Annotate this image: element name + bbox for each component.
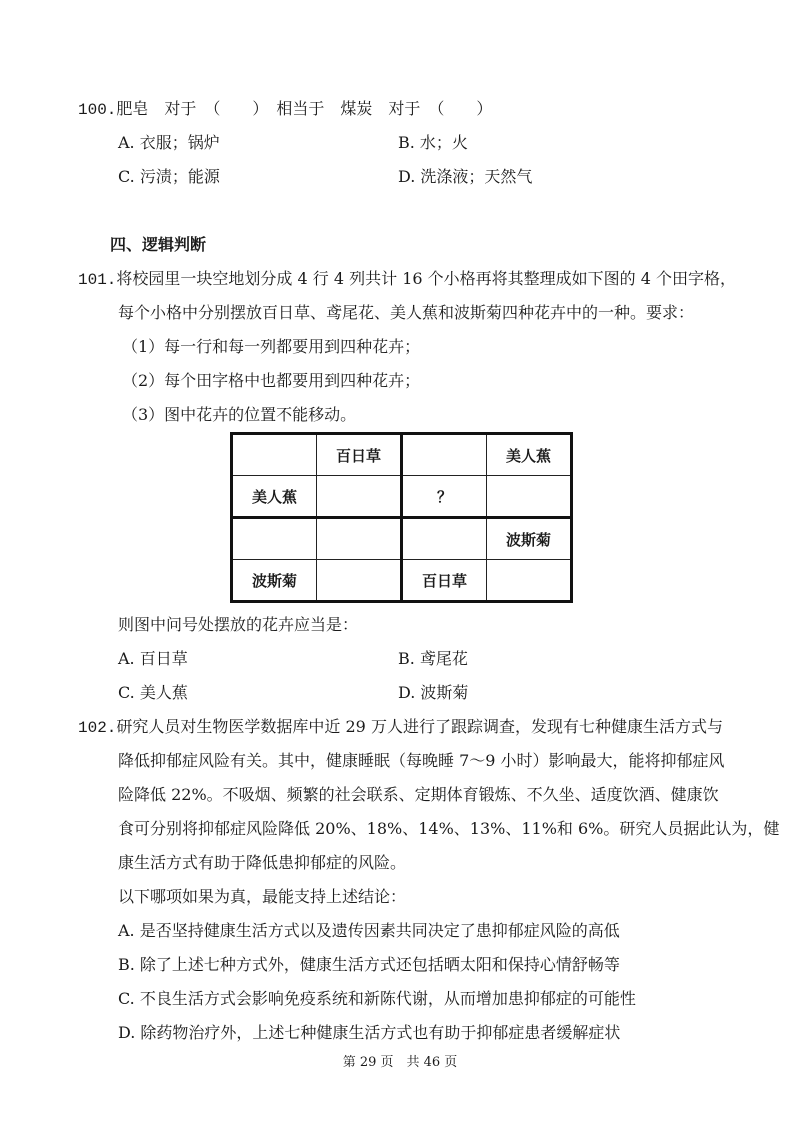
q101-requirement-3: （3）图中花卉的位置不能移动。 [122,405,357,424]
q101-requirement-1: （1）每一行和每一列都要用到四种花卉； [122,337,421,356]
grid-cell [402,434,487,476]
q100-option-b: B. 水；火 [398,133,468,152]
q102-line2: 降低抑郁症风险有关。其中，健康睡眠（每晚睡 7～9 小时）影响最大，能将抑郁症风 [118,751,725,770]
q102-line4: 食可分别将抑郁症风险降低 20%、18%、14%、13%、11%和 6%。研究人员据此认为，健 [118,819,780,838]
q102-line5: 康生活方式有助于降低患抑郁症的风险。 [118,853,407,872]
grid-cell-question-mark: ？ [402,476,487,518]
q100-stem: 肥皂 对于 （ ） 相当于 煤炭 对于 （ ） [116,99,493,118]
grid-row-4 [232,560,572,602]
q101-number: 101. [78,271,117,289]
q101-requirement-2: （2）每个田字格中也都要用到四种花卉； [122,371,421,390]
q100-number: 100. [78,101,117,119]
q102-question: 以下哪项如果为真，最能支持上述结论： [118,887,407,906]
q101-option-b: B. 鸢尾花 [398,649,468,668]
grid-cell: 美人蕉 [487,434,572,476]
q101-question: 则图中问号处摆放的花卉应当是： [118,615,359,634]
grid-cell [232,434,317,476]
grid-cell: 波斯菊 [232,560,317,602]
q102-line1-wrap [78,716,723,739]
q101-option-a: A. 百日草 [118,649,188,668]
grid-cell [317,560,402,602]
grid-cell: 美人蕉 [232,476,317,518]
grid-row-1 [232,434,572,476]
grid-cell [402,518,487,560]
page-footer: 第 29 页 共 46 页 [342,1055,458,1070]
q101-line1-wrap [78,268,736,291]
flower-grid [230,432,573,603]
q100-option-c: C. 污渍；能源 [118,167,220,186]
q101-option-d: D. 波斯菊 [398,683,469,702]
grid-cell: 百日草 [317,434,402,476]
section-title: 四、逻辑判断 [110,235,207,254]
grid-cell: 波斯菊 [487,518,572,560]
q102-line1: 研究人员对生物医学数据库中近 29 万人进行了跟踪调查，发现有七种健康生活方式与 [116,717,723,736]
grid-cell [487,476,572,518]
grid-row-3 [232,518,572,560]
q102-option-a: A. 是否坚持健康生活方式以及遗传因素共同决定了患抑郁症风险的高低 [118,921,620,940]
grid-cell [232,518,317,560]
q101-line2: 每个小格中分别摆放百日草、鸢尾花、美人蕉和波斯菊四种花卉中的一种。要求： [118,303,695,322]
q101-option-c: C. 美人蕉 [118,683,188,702]
q100-option-a: A. 衣服；锅炉 [118,133,220,152]
q100-option-d: D. 洗涤液；天然气 [398,167,533,186]
grid-row-2 [232,476,572,518]
q102-option-c: C. 不良生活方式会影响免疫系统和新陈代谢，从而增加患抑郁症的可能性 [118,989,636,1008]
grid-cell: 百日草 [402,560,487,602]
grid-cell [317,476,402,518]
q102-line3: 险降低 22%。不吸烟、频繁的社会联系、定期体育锻炼、不久坐、适度饮酒、健康饮 [118,785,719,804]
q101-line1: 将校园里一块空地划分成 4 行 4 列共计 16 个小格再将其整理成如下图的 4 个田字格， [116,269,736,288]
q102-option-b: B. 除了上述七种方式外，健康生活方式还包括晒太阳和保持心情舒畅等 [118,955,620,974]
grid-cell [317,518,402,560]
q100-stem-line [78,98,492,121]
grid-cell [487,560,572,602]
q102-option-d: D. 除药物治疗外，上述七种健康生活方式也有助于抑郁症患者缓解症状 [118,1023,621,1042]
q102-number: 102. [78,719,117,737]
